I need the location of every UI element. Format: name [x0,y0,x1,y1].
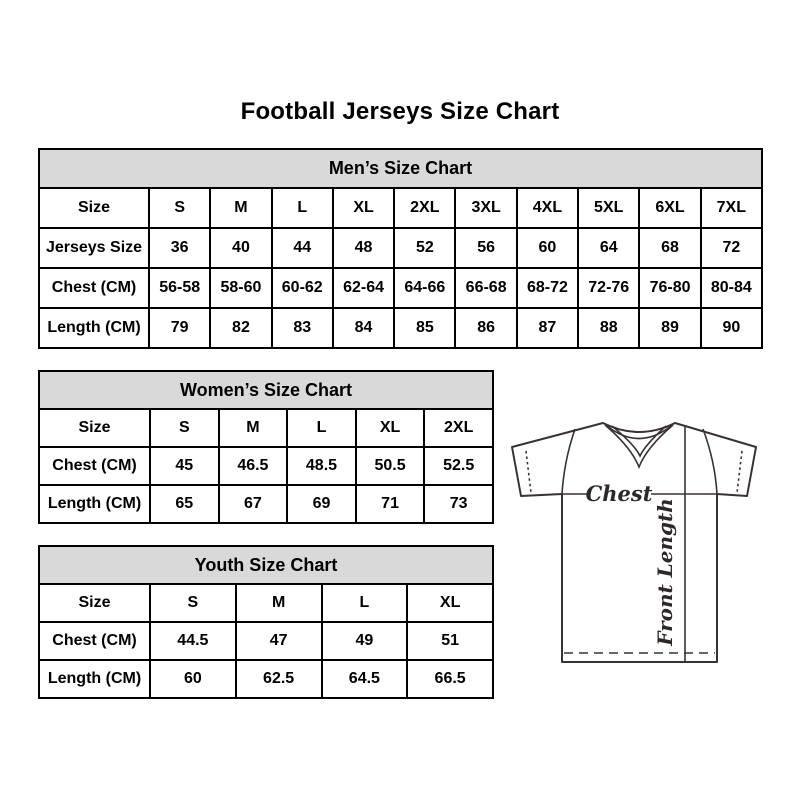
column-header: M [236,584,322,622]
size-value-cell: 90 [701,308,762,348]
left-cuff-dashed-line [526,451,531,493]
size-value-cell: 66-68 [455,268,516,308]
size-value-cell: 85 [394,308,455,348]
size-value-cell: 71 [356,485,425,523]
size-value-cell: 64.5 [322,660,408,698]
column-header: S [149,188,210,228]
size-value-cell: 48.5 [287,447,356,485]
column-header: 5XL [578,188,639,228]
row-label: Length (CM) [39,485,150,523]
size-table [38,370,494,524]
size-value-cell: 68-72 [517,268,578,308]
column-header: XL [356,409,425,447]
size-value-cell: 72 [701,228,762,268]
size-value-cell: 47 [236,622,322,660]
size-value-cell: 86 [455,308,516,348]
size-value-cell: 49 [322,622,408,660]
column-header: L [272,188,333,228]
size-value-cell: 76-80 [639,268,700,308]
jersey-measurement-diagram [495,395,775,685]
size-value-cell: 40 [210,228,271,268]
size-value-cell: 56 [455,228,516,268]
womens-size-table [38,370,494,524]
size-value-cell: 62.5 [236,660,322,698]
size-value-cell: 79 [149,308,210,348]
mens-size-table [38,148,763,349]
column-header: 2XL [424,409,493,447]
size-table [38,545,494,699]
size-value-cell: 36 [149,228,210,268]
size-value-cell: 51 [407,622,493,660]
size-value-cell: 60 [517,228,578,268]
jersey-outline [512,423,756,662]
size-value-cell: 72-76 [578,268,639,308]
row-label: Length (CM) [39,660,150,698]
size-value-cell: 60 [150,660,236,698]
table-title: Men’s Size Chart [39,149,762,188]
right-cuff-dashed-line [737,451,742,493]
size-value-cell: 64-66 [394,268,455,308]
column-header: XL [407,584,493,622]
size-value-cell: 48 [333,228,394,268]
size-value-cell: 62-64 [333,268,394,308]
table-title: Youth Size Chart [39,546,493,584]
column-header: L [287,409,356,447]
column-header: M [219,409,288,447]
front-length-label: Front Length [653,498,677,646]
size-value-cell: 56-58 [149,268,210,308]
size-value-cell: 52.5 [424,447,493,485]
table-title: Women’s Size Chart [39,371,493,409]
size-value-cell: 46.5 [219,447,288,485]
column-header: L [322,584,408,622]
size-value-cell: 84 [333,308,394,348]
column-header: 4XL [517,188,578,228]
size-value-cell: 50.5 [356,447,425,485]
left-armhole-seam [562,429,575,494]
row-label: Size [39,409,150,447]
column-header: 3XL [455,188,516,228]
size-value-cell: 68 [639,228,700,268]
column-header: 6XL [639,188,700,228]
size-value-cell: 73 [424,485,493,523]
column-header: S [150,409,219,447]
row-label: Jerseys Size [39,228,149,268]
row-label: Size [39,188,149,228]
row-label: Chest (CM) [39,622,150,660]
size-value-cell: 89 [639,308,700,348]
row-label: Chest (CM) [39,268,149,308]
column-header: XL [333,188,394,228]
size-value-cell: 66.5 [407,660,493,698]
youth-size-table [38,545,494,699]
size-value-cell: 67 [219,485,288,523]
page-title: Football Jerseys Size Chart [240,98,560,125]
size-value-cell: 88 [578,308,639,348]
column-header: 2XL [394,188,455,228]
size-value-cell: 82 [210,308,271,348]
right-armhole-seam [703,429,717,494]
row-label: Length (CM) [39,308,149,348]
size-value-cell: 60-62 [272,268,333,308]
column-header: M [210,188,271,228]
size-value-cell: 64 [578,228,639,268]
chest-label: Chest [585,481,653,506]
size-value-cell: 44 [272,228,333,268]
size-value-cell: 69 [287,485,356,523]
size-value-cell: 87 [517,308,578,348]
size-value-cell: 45 [150,447,219,485]
column-header: 7XL [701,188,762,228]
size-table [38,148,763,349]
size-value-cell: 83 [272,308,333,348]
size-value-cell: 65 [150,485,219,523]
size-value-cell: 52 [394,228,455,268]
size-value-cell: 58-60 [210,268,271,308]
row-label: Size [39,584,150,622]
size-value-cell: 44.5 [150,622,236,660]
size-value-cell: 80-84 [701,268,762,308]
column-header: S [150,584,236,622]
row-label: Chest (CM) [39,447,150,485]
